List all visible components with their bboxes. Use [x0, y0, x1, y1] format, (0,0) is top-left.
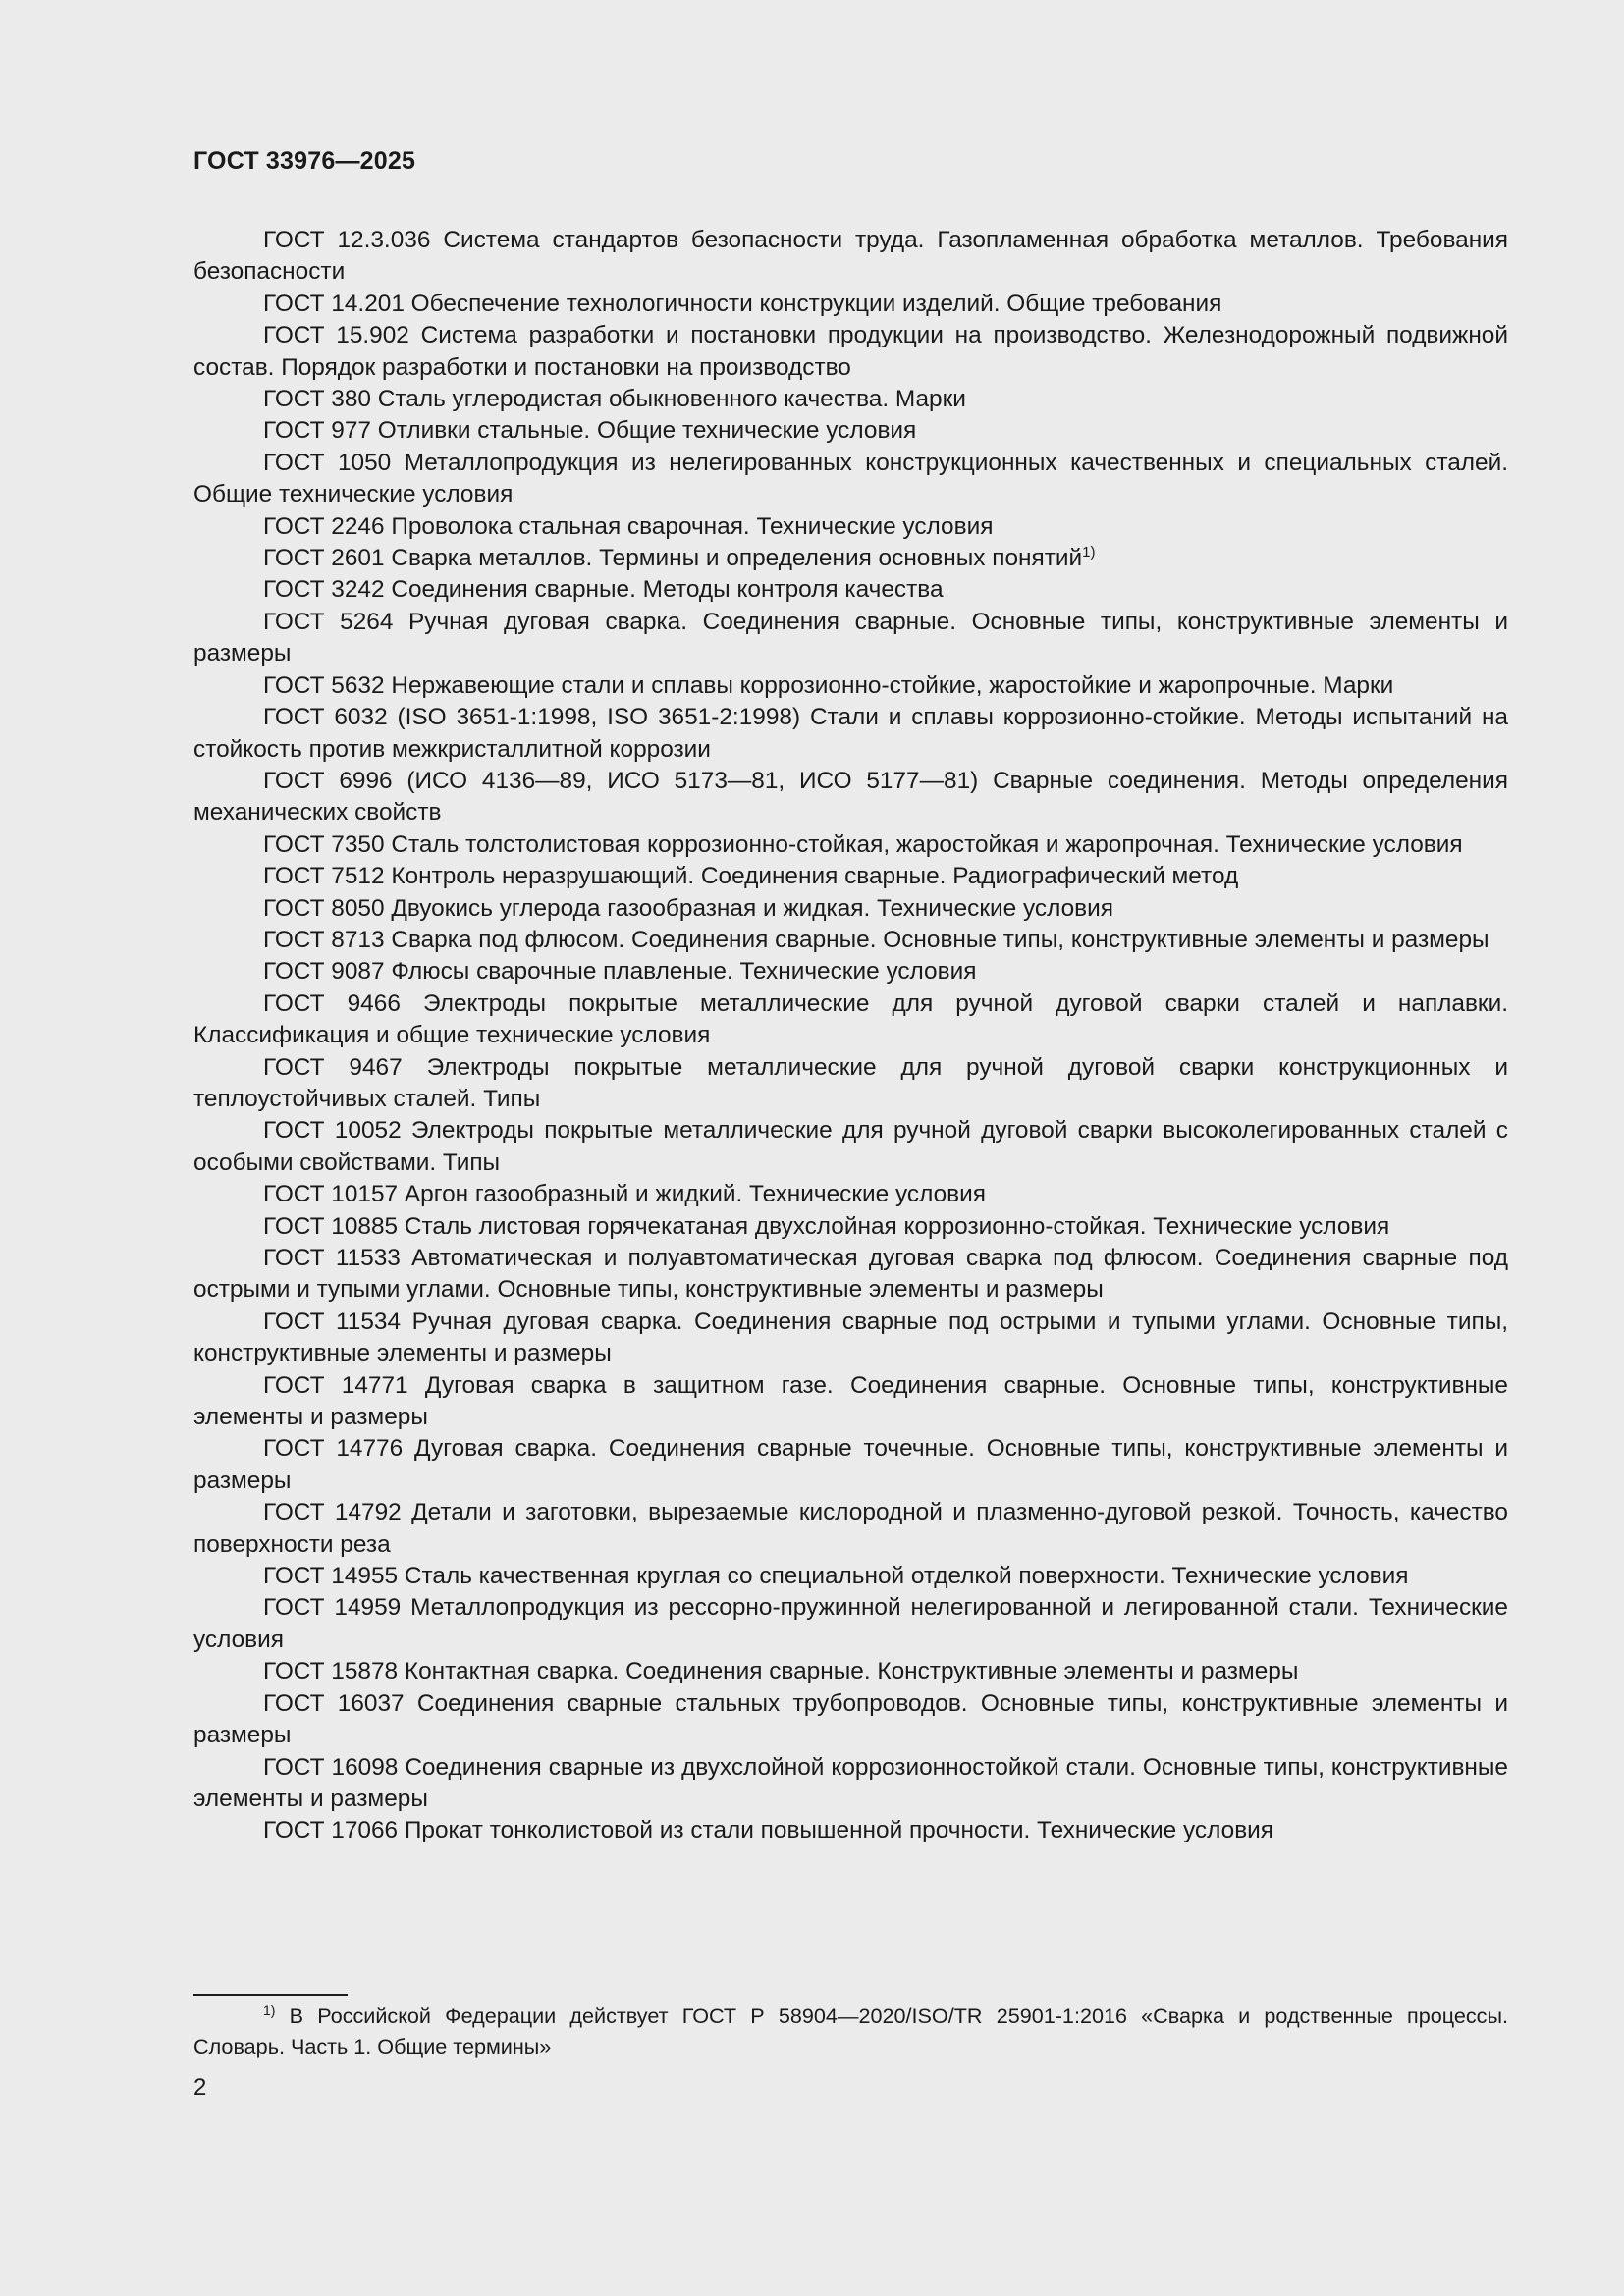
reference-item — [193, 956, 1508, 988]
reference-text: ГОСТ 9087 Флюсы сварочные плавленые. Технические условия — [263, 958, 977, 986]
reference-text: ГОСТ 14.201 Обеспечение технологичности конструкции изделий. Общие требования — [263, 290, 1222, 317]
reference-item — [193, 829, 1508, 861]
footnote-marker: 1) — [263, 2002, 276, 2018]
reference-item — [193, 1561, 1508, 1592]
reference-item — [193, 670, 1508, 702]
reference-text: ГОСТ 3242 Соединения сварные. Методы контроля качества — [263, 576, 944, 604]
reference-item — [193, 289, 1508, 320]
reference-text: ГОСТ 11533 Автоматическая и полуавтоматическая дуговая сварка под флюсом. Соединения сварные под острыми и тупыми углами. Основные типы, конструктивные элементы и размеры — [193, 1245, 1508, 1304]
reference-text: ГОСТ 15878 Контактная сварка. Соединения сварные. Конструктивные элементы и размеры — [263, 1658, 1299, 1685]
reference-item — [193, 861, 1508, 892]
reference-item — [193, 1211, 1508, 1243]
reference-item — [193, 1115, 1508, 1179]
reference-text: ГОСТ 380 Сталь углеродистая обыкновенного качества. Марки — [263, 386, 966, 413]
normative-references-list — [193, 225, 1508, 1847]
reference-item — [193, 415, 1508, 447]
reference-item — [193, 893, 1508, 925]
reference-item — [193, 574, 1508, 606]
footnote-text: В Российской Федерации действует ГОСТ Р 58904—2020/ISO/TR 25901-1:2016 «Сварка и родственные процессы. Словарь. Часть 1. Общие термины» — [193, 2003, 1508, 2058]
reference-text: ГОСТ 10157 Аргон газообразный и жидкий. Технические условия — [263, 1181, 986, 1208]
reference-text: ГОСТ 9466 Электроды покрытые металлические для ручной дуговой сварки сталей и наплавки. Классификация и общие технические условия — [193, 989, 1508, 1049]
reference-text: ГОСТ 16098 Соединения сварные из двухслойной коррозионностойкой стали. Основные типы, конструктивные элементы и размеры — [193, 1753, 1508, 1812]
footnote-separator — [193, 1994, 348, 1996]
footnote-marker: 1) — [1082, 544, 1096, 561]
reference-item — [193, 607, 1508, 670]
reference-text: ГОСТ 2601 Сварка металлов. Термины и определения основных понятий — [263, 545, 1083, 572]
reference-item — [193, 1815, 1508, 1846]
reference-item — [193, 1052, 1508, 1116]
reference-item — [193, 1688, 1508, 1752]
reference-item — [193, 925, 1508, 956]
reference-item — [193, 702, 1508, 766]
footnote — [193, 2001, 1508, 2061]
reference-item — [193, 1243, 1508, 1307]
reference-text: ГОСТ 12.3.036 Система стандартов безопасности труда. Газопламенная обработка металлов. Требования безопасности — [193, 227, 1508, 286]
reference-text: ГОСТ 6996 (ИСО 4136—89, ИСО 5173—81, ИСО 5177—81) Сварные соединения. Методы определения механических свойств — [193, 767, 1508, 827]
reference-item — [193, 1307, 1508, 1370]
reference-item — [193, 1592, 1508, 1656]
reference-item — [193, 511, 1508, 543]
reference-item — [193, 1179, 1508, 1210]
reference-item — [193, 1752, 1508, 1816]
reference-text: ГОСТ 14771 Дуговая сварка в защитном газе. Соединения сварные. Основные типы, конструктивные элементы и размеры — [193, 1371, 1508, 1431]
reference-text: ГОСТ 977 Отливки стальные. Общие технические условия — [263, 417, 917, 445]
reference-item — [193, 384, 1508, 415]
reference-text: ГОСТ 5632 Нержавеющие стали и сплавы коррозионно-стойкие, жаростойкие и жаропрочные. Марки — [263, 671, 1394, 699]
reference-text: ГОСТ 14959 Металлопродукция из рессорно-пружинной нелегированной и легированной стали. Технические условия — [193, 1594, 1508, 1653]
reference-text: ГОСТ 7350 Сталь толстолистовая коррозионно-стойкая, жаростойкая и жаропрочная. Технические условия — [263, 830, 1463, 858]
reference-text: ГОСТ 10885 Сталь листовая горячекатаная двухслойная коррозионно-стойкая. Технические условия — [263, 1212, 1390, 1240]
reference-text: ГОСТ 16037 Соединения сварные стальных трубопроводов. Основные типы, конструктивные элементы и размеры — [193, 1689, 1508, 1749]
reference-text: ГОСТ 5264 Ручная дуговая сварка. Соединения сварные. Основные типы, конструктивные элементы и размеры — [193, 608, 1508, 667]
page-number: 2 — [193, 2074, 207, 2101]
reference-text: ГОСТ 10052 Электроды покрытые металлические для ручной дуговой сварки высоколегированных сталей с особыми свойствами. Типы — [193, 1117, 1508, 1176]
reference-text: ГОСТ 7512 Контроль неразрушающий. Соединения сварные. Радиографический метод — [263, 863, 1239, 890]
reference-text: ГОСТ 15.902 Система разработки и постановки продукции на производство. Железнодорожный подвижной состав. Порядок разработки и постановки на производство — [193, 322, 1508, 381]
reference-item — [193, 543, 1508, 574]
reference-item — [193, 1433, 1508, 1497]
reference-text: ГОСТ 17066 Прокат тонколистовой из стали повышенной прочности. Технические условия — [263, 1817, 1273, 1844]
reference-text: ГОСТ 8713 Сварка под флюсом. Соединения сварные. Основные типы, конструктивные элементы и размеры — [263, 926, 1489, 953]
reference-item — [193, 766, 1508, 829]
reference-text: ГОСТ 14776 Дуговая сварка. Соединения сварные точечные. Основные типы, конструктивные элементы и размеры — [193, 1435, 1508, 1494]
reference-text: ГОСТ 6032 (ISO 3651-1:1998, ISO 3651-2:1998) Стали и сплавы коррозионно-стойкие. Методы испытаний на стойкость против межкристаллитной коррозии — [193, 704, 1508, 763]
reference-text: ГОСТ 14792 Детали и заготовки, вырезаемые кислородной и плазменно-дуговой резкой. Точность, качество поверхности реза — [193, 1499, 1508, 1558]
reference-item — [193, 1370, 1508, 1434]
reference-text: ГОСТ 1050 Металлопродукция из нелегированных конструкционных качественных и специальных сталей. Общие технические условия — [193, 449, 1508, 508]
reference-text: ГОСТ 8050 Двуокись углерода газообразная и жидкая. Технические условия — [263, 894, 1113, 922]
reference-item — [193, 448, 1508, 511]
reference-text: ГОСТ 2246 Проволока стальная сварочная. Технические условия — [263, 512, 994, 540]
reference-item — [193, 988, 1508, 1052]
reference-item — [193, 225, 1508, 289]
document-header: ГОСТ 33976—2025 — [193, 147, 416, 175]
reference-item — [193, 320, 1508, 384]
reference-item — [193, 1656, 1508, 1687]
reference-text: ГОСТ 9467 Электроды покрытые металлические для ручной дуговой сварки конструкционных и теплоустойчивых сталей. Типы — [193, 1053, 1508, 1112]
reference-item — [193, 1497, 1508, 1561]
reference-text: ГОСТ 11534 Ручная дуговая сварка. Соединения сварные под острыми и тупыми углами. Основные типы, конструктивные элементы и размеры — [193, 1308, 1508, 1367]
reference-text: ГОСТ 14955 Сталь качественная круглая со специальной отделкой поверхности. Технические условия — [263, 1563, 1409, 1590]
